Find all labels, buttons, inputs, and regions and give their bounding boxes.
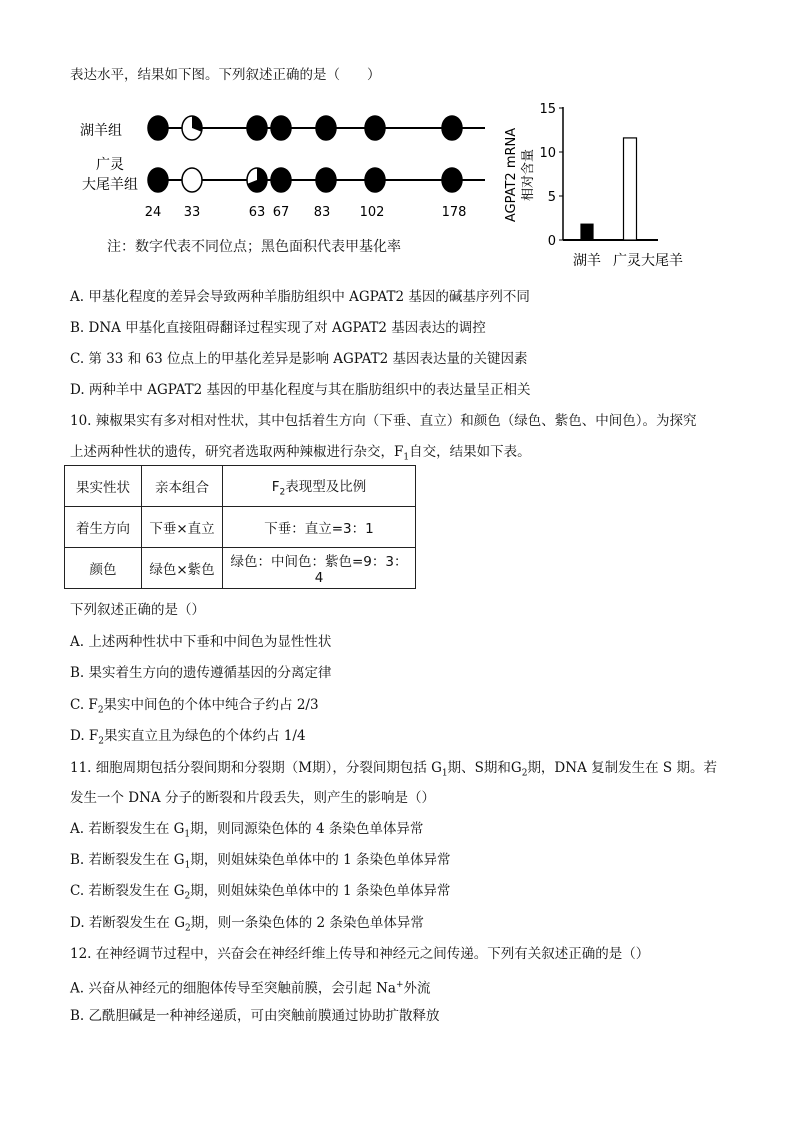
- x-category-label: 广灵大尾羊: [613, 253, 683, 269]
- row-label-guangling-1: 广灵: [96, 157, 124, 173]
- y-tick-label: 0: [547, 234, 556, 249]
- methylation-site-circle: [271, 116, 291, 140]
- subscript: 2: [97, 705, 104, 716]
- option-text: D. F: [70, 728, 99, 744]
- position-label: 83: [313, 205, 331, 220]
- bar: [581, 224, 593, 240]
- q10-option-d: [70, 727, 306, 751]
- q11-option-c: [70, 882, 450, 906]
- position-label: 24: [144, 205, 162, 220]
- subscript: 1: [403, 452, 410, 463]
- f2-header-text: 表现型及比例: [285, 478, 367, 495]
- q10-option-a: A. 上述两种性状中下垂和中间色为显性性状: [70, 634, 332, 650]
- bar: [624, 138, 637, 240]
- option-text: C. F: [70, 697, 98, 713]
- table-cell: 下垂：直立=3：1: [223, 507, 416, 548]
- x-category-label: 湖羊: [573, 253, 601, 269]
- table-cell: 颜色: [65, 548, 142, 589]
- subscript: 2: [98, 736, 105, 747]
- methylation-site-circle: [148, 168, 168, 192]
- q10-trait-table: [64, 465, 416, 589]
- q11-text: 11. 细胞周期包括分裂间期和分裂期（M期），分裂间期包括 G: [70, 760, 442, 776]
- table-header-cell: 亲本组合: [142, 466, 223, 507]
- table-cell: 绿色：中间色：紫色=9：3：4: [223, 548, 416, 589]
- option-text: 期，则同源染色体的 4 条染色单体异常: [190, 821, 424, 837]
- bars: [581, 138, 637, 240]
- option-text: 期，则姐妹染色单体中的 1 条染色单体异常: [190, 883, 451, 899]
- subscript: 2: [184, 891, 191, 902]
- q10-line2-text: 上述两种性状的遗传，研究者选取两种辣椒进行杂交，F: [70, 444, 404, 460]
- methylation-site-circle: [271, 168, 291, 192]
- q9-option-d: D. 两种羊中 AGPAT2 基因的甲基化程度与其在脂肪组织中的表达量呈正相关: [70, 382, 531, 398]
- position-label: 67: [272, 205, 290, 220]
- methylation-site-figure: [70, 95, 500, 230]
- q12-option-b: B. 乙酰胆碱是一种神经递质，可由突触前膜通过协助扩散释放: [70, 1008, 440, 1024]
- q11-option-b: [70, 851, 451, 875]
- q10-line2-text: 自交，结果如下表。: [409, 444, 531, 460]
- subscript: 1: [184, 860, 191, 871]
- table-row: [65, 507, 416, 548]
- position-label: 178: [441, 205, 467, 220]
- y-tick-label: 10: [539, 146, 556, 161]
- table-header-cell: [223, 466, 416, 507]
- q10-line2: [70, 443, 531, 467]
- subscript: 1: [441, 768, 448, 779]
- q10-option-c: [70, 696, 319, 720]
- table-row: [65, 548, 416, 589]
- q12-option-a: [70, 976, 431, 998]
- row-label-guangling-2: 大尾羊组: [82, 177, 138, 193]
- q11-line1: [70, 759, 717, 783]
- q9-option-b: B. DNA 甲基化直接阻碍翻译过程实现了对 AGPAT2 基因表达的调控: [70, 320, 486, 336]
- position-label: 63: [248, 205, 266, 220]
- subscript: 2: [185, 923, 191, 934]
- methylation-site-circle: [365, 116, 385, 140]
- table-row: [65, 466, 416, 507]
- methylation-site-circle: [442, 168, 462, 192]
- position-label: 33: [183, 205, 201, 220]
- y-axis-label-line2: 相对含量: [521, 148, 536, 202]
- methylation-site-circle: [365, 168, 385, 192]
- q10-option-b: B. 果实着生方向的遗传遵循基因的分离定律: [70, 665, 332, 681]
- methylation-site-circle: [316, 168, 336, 192]
- table-cell: 着生方向: [65, 507, 142, 548]
- option-text: A. 兴奋从神经元的细胞体传导至突触前膜，会引起 Na: [70, 980, 396, 997]
- mrna-bar-chart: [498, 95, 703, 275]
- methylation-site-circle: [247, 116, 267, 140]
- q10-line1: 10. 辣椒果实有多对相对性状，其中包括着生方向（下垂、直立）和颜色（绿色、紫色、中间色）。为探究: [70, 413, 697, 429]
- subscript: 2: [279, 487, 286, 498]
- f2-header-text: F: [271, 478, 280, 495]
- option-text: B. 若断裂发生在 G: [70, 852, 185, 868]
- methylation-site-circle: [316, 116, 336, 140]
- q9-option-a: A. 甲基化程度的差异会导致两种羊脂肪组织中 AGPAT2 基因的碱基序列不同: [70, 289, 530, 305]
- option-text: 期，则一条染色体的 2 条染色单体异常: [190, 915, 424, 931]
- option-text: 外流: [403, 980, 431, 997]
- methylation-site-circle: [442, 116, 462, 140]
- q11-option-a: [70, 820, 423, 844]
- row-label-hu-sheep: 湖羊组: [80, 123, 122, 139]
- y-tick-label: 5: [547, 190, 556, 205]
- superscript: +: [395, 980, 404, 990]
- option-text: D. 若断裂发生在 G: [70, 915, 186, 931]
- q9-option-c: C. 第 33 和 63 位点上的甲基化差异是影响 AGPAT2 基因表达量的关键因素: [70, 351, 528, 367]
- q10-stem: 下列叙述正确的是（）: [70, 602, 205, 618]
- option-text: C. 若断裂发生在 G: [70, 883, 185, 899]
- subscript: 1: [184, 829, 191, 840]
- methylation-site-circle: [182, 168, 202, 192]
- q11-option-d: [70, 914, 424, 938]
- figure-note: 注：数字代表不同位点；黑色面积代表甲基化率: [107, 239, 401, 255]
- q11-text: 期、S期和G: [447, 760, 522, 776]
- option-text: 果实直立且为绿色的个体约占 1/4: [104, 728, 306, 744]
- table-cell: 下垂×直立: [142, 507, 223, 548]
- y-tick-label: 15: [539, 102, 556, 117]
- position-label: 102: [359, 205, 385, 220]
- methylation-site-circle: [148, 116, 168, 140]
- y-ticks: [539, 102, 563, 249]
- option-text: 果实中间色的个体中纯合子约占 2/3: [103, 697, 319, 713]
- table-cell: 绿色×紫色: [142, 548, 223, 589]
- q11-line2: 发生一个 DNA 分子的断裂和片段丢失，则产生的影响是（）: [70, 790, 435, 806]
- table-header-cell: 果实性状: [65, 466, 142, 507]
- option-text: A. 若断裂发生在 G: [70, 821, 185, 837]
- option-text: 期，则姐妹染色单体中的 1 条染色单体异常: [190, 852, 451, 868]
- subscript: 2: [521, 768, 528, 779]
- question-intro-line: 表达水平，结果如下图。下列叙述正确的是（ ）: [70, 67, 381, 83]
- y-axis-label-line1: AGPAT2 mRNA: [504, 127, 519, 223]
- q12-line1: 12. 在神经调节过程中，兴奋会在神经纤维上传导和神经元之间传递。下列有关叙述正确的是（）: [70, 946, 650, 962]
- q11-text: 期，DNA 复制发生在 S 期。若: [527, 760, 717, 776]
- position-labels: [145, 205, 467, 220]
